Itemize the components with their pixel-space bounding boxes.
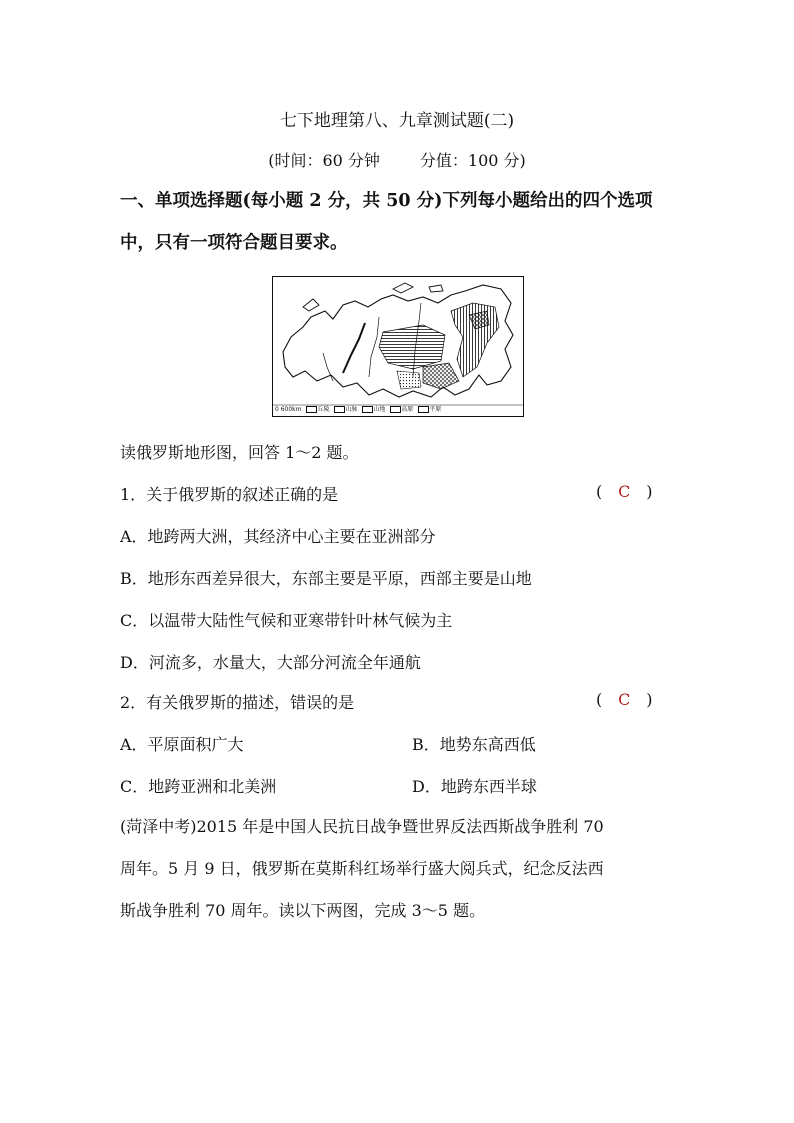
question-1-option-d: D．河流多，水量大，大部分河流全年通航 [120, 653, 421, 672]
passage-line-2: 周年。5 月 9 日，俄罗斯在莫斯科红场举行盛大阅兵式，纪念反法西 [120, 859, 604, 878]
question-2-stem: 2．有关俄罗斯的描述，错误的是 [120, 693, 355, 712]
passage-line-1: (菏泽中考)2015 年是中国人民抗日战争暨世界反法西斯战争胜利 70 [120, 817, 604, 836]
legend-swatch-ranges [334, 406, 345, 413]
question-1-option-c: C．以温带大陆性气候和亚寒带针叶林气候为主 [120, 611, 453, 630]
legend-swatch-plain [418, 406, 429, 413]
question-2-option-d: D．地跨东西半球 [412, 777, 537, 796]
question-2-option-b: B．地势东高西低 [412, 735, 536, 754]
passage-line-3: 斯战争胜利 70 周年。读以下两图，完成 3～5 题。 [120, 901, 486, 920]
legend-plain: 平原 [429, 406, 442, 413]
question-1-stem: 1．关于俄罗斯的叙述正确的是 [120, 485, 339, 504]
legend-swatch-plateau [390, 406, 401, 413]
section-heading-line2: 中，只有一项符合题目要求。 [120, 233, 348, 253]
section-heading [120, 180, 680, 264]
question-1-option-b: B．地形东西差异很大，东部主要是平原，西部主要是山地 [120, 569, 532, 588]
legend-hills: 丘陵 [317, 406, 330, 413]
question-2-answer-letter: C [618, 690, 631, 709]
question-2-option-c: C．地跨亚洲和北美洲 [120, 777, 277, 796]
map-legend: 0 600km 丘陵 山脉 山地 高原 平原 [275, 406, 442, 413]
question-1-answer-letter: C [618, 482, 631, 501]
legend-swatch-hills [306, 406, 317, 413]
map-scale: 600km [280, 406, 302, 413]
map-intro: 读俄罗斯地形图，回答 1～2 题。 [120, 443, 359, 462]
legend-ranges: 山脉 [345, 406, 358, 413]
exam-meta [0, 148, 794, 171]
question-1-option-a: A．地跨两大洲，其经济中心主要在亚洲部分 [120, 527, 436, 546]
russia-terrain-map [272, 276, 524, 417]
map-graphic [273, 277, 523, 416]
section-heading-line1: 一、单项选择题(每小题 2 分，共 50 分)下列每小题给出的四个选项 [120, 191, 653, 211]
question-1-answer: ( C ) [596, 482, 653, 501]
legend-swatch-mountains [362, 406, 373, 413]
page-title: 七下地理第八、九章测试题(二) [279, 111, 515, 131]
question-2-option-a: A．平原面积广大 [120, 735, 244, 754]
total-score: 分值：100 分) [419, 151, 526, 170]
passage [120, 806, 680, 932]
legend-plateau: 高原 [401, 406, 414, 413]
legend-mountains: 山地 [373, 406, 386, 413]
question-2-answer: ( C ) [596, 690, 653, 709]
time-limit: (时间：60 分钟 [268, 151, 380, 170]
